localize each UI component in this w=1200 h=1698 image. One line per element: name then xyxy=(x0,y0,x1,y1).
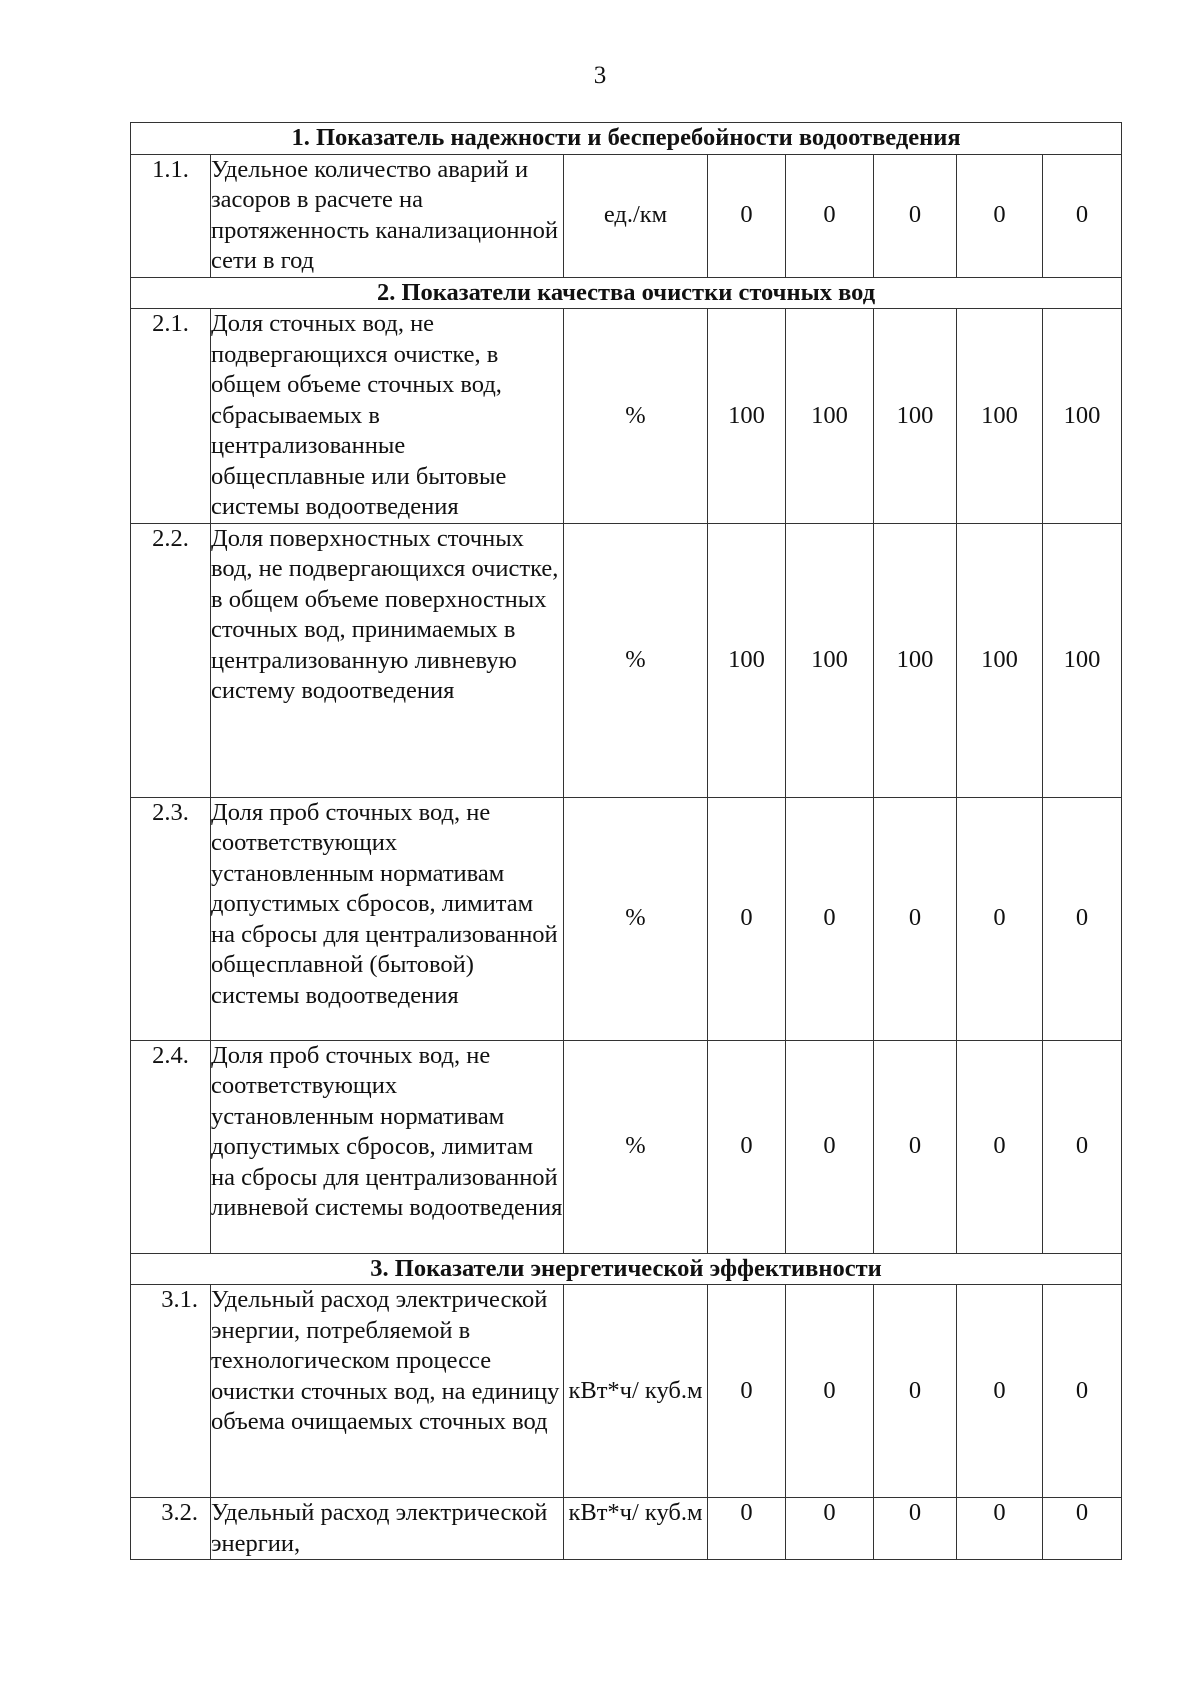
value-cell: 0 xyxy=(874,1285,957,1498)
value-cell: 0 xyxy=(708,797,786,1040)
value-cell: 100 xyxy=(1043,523,1122,797)
table-row xyxy=(131,797,1122,1040)
indicator-description: Удельное количество аварий и засоров в расчете на протяженность канализационной сети в год xyxy=(211,154,564,277)
value-cell: 100 xyxy=(874,523,957,797)
table-row xyxy=(131,1040,1122,1253)
value-cell: 0 xyxy=(957,1498,1043,1560)
page-number: 3 xyxy=(593,62,607,89)
value-cell: 100 xyxy=(708,309,786,524)
value-cell: 0 xyxy=(874,797,957,1040)
value-cell: 0 xyxy=(874,1040,957,1253)
unit-cell: кВт*ч/ куб.м xyxy=(564,1498,708,1560)
value-cell: 0 xyxy=(1043,154,1122,277)
unit-cell: ед./км xyxy=(564,154,708,277)
value-cell: 100 xyxy=(957,309,1043,524)
value-cell: 0 xyxy=(874,1498,957,1560)
indicator-description: Доля проб сточных вод, не соответствующих установленным нормативам допустимых сбросов, лимитам на сбросы для централизованной ливневой системы водоотведения xyxy=(211,1040,564,1253)
value-cell: 100 xyxy=(786,309,874,524)
unit-cell: % xyxy=(564,797,708,1040)
row-number: 2.3. xyxy=(131,797,211,1040)
section-header-row xyxy=(131,1253,1122,1285)
value-cell: 0 xyxy=(708,154,786,277)
table-row xyxy=(131,523,1122,797)
value-cell: 0 xyxy=(786,1040,874,1253)
section-title: 1. Показатель надежности и бесперебойности водоотведения xyxy=(131,123,1122,155)
value-cell: 0 xyxy=(786,154,874,277)
row-number: 1.1. xyxy=(131,154,211,277)
table-row xyxy=(131,1285,1122,1498)
indicator-description: Удельный расход электрической энергии, xyxy=(211,1498,564,1560)
value-cell: 0 xyxy=(1043,1285,1122,1498)
row-number: 2.1. xyxy=(131,309,211,524)
value-cell: 0 xyxy=(957,154,1043,277)
unit-cell: % xyxy=(564,1040,708,1253)
value-cell: 100 xyxy=(708,523,786,797)
value-cell: 0 xyxy=(957,797,1043,1040)
indicators-table xyxy=(130,122,1122,1560)
indicator-description: Доля поверхностных сточных вод, не подвергающихся очистке, в общем объеме поверхностных сточных вод, принимаемых в централизованную ливневую систему водоотведения xyxy=(211,523,564,797)
section-title: 2. Показатели качества очистки сточных вод xyxy=(131,277,1122,309)
value-cell: 0 xyxy=(786,1285,874,1498)
value-cell: 0 xyxy=(708,1285,786,1498)
value-cell: 100 xyxy=(874,309,957,524)
value-cell: 100 xyxy=(786,523,874,797)
row-number: 2.2. xyxy=(131,523,211,797)
value-cell: 0 xyxy=(1043,1040,1122,1253)
value-cell: 100 xyxy=(1043,309,1122,524)
unit-cell: % xyxy=(564,523,708,797)
indicator-description: Доля проб сточных вод, не соответствующих установленным нормативам допустимых сбросов, лимитам на сбросы для централизованной общесплавной (бытовой) системы водоотведения xyxy=(211,797,564,1040)
value-cell: 100 xyxy=(957,523,1043,797)
table-row xyxy=(131,309,1122,524)
indicator-description: Удельный расход электрической энергии, потребляемой в технологическом процессе очистки сточных вод, на единицу объема очищаемых сточных вод xyxy=(211,1285,564,1498)
section-title: 3. Показатели энергетической эффективности xyxy=(131,1253,1122,1285)
indicator-description: Доля сточных вод, не подвергающихся очистке, в общем объеме сточных вод, сбрасываемых в централизованные общесплавные или бытовые системы водоотведения xyxy=(211,309,564,524)
value-cell: 0 xyxy=(1043,1498,1122,1560)
unit-cell: кВт*ч/ куб.м xyxy=(564,1285,708,1498)
value-cell: 0 xyxy=(786,797,874,1040)
value-cell: 0 xyxy=(786,1498,874,1560)
table-row xyxy=(131,154,1122,277)
table-row xyxy=(131,1498,1122,1560)
value-cell: 0 xyxy=(708,1498,786,1560)
value-cell: 0 xyxy=(708,1040,786,1253)
value-cell: 0 xyxy=(1043,797,1122,1040)
unit-cell: % xyxy=(564,309,708,524)
row-number: 3.1. xyxy=(131,1285,211,1498)
section-header-row xyxy=(131,123,1122,155)
section-header-row xyxy=(131,277,1122,309)
row-number: 2.4. xyxy=(131,1040,211,1253)
value-cell: 0 xyxy=(957,1040,1043,1253)
value-cell: 0 xyxy=(957,1285,1043,1498)
value-cell: 0 xyxy=(874,154,957,277)
row-number: 3.2. xyxy=(131,1498,211,1560)
